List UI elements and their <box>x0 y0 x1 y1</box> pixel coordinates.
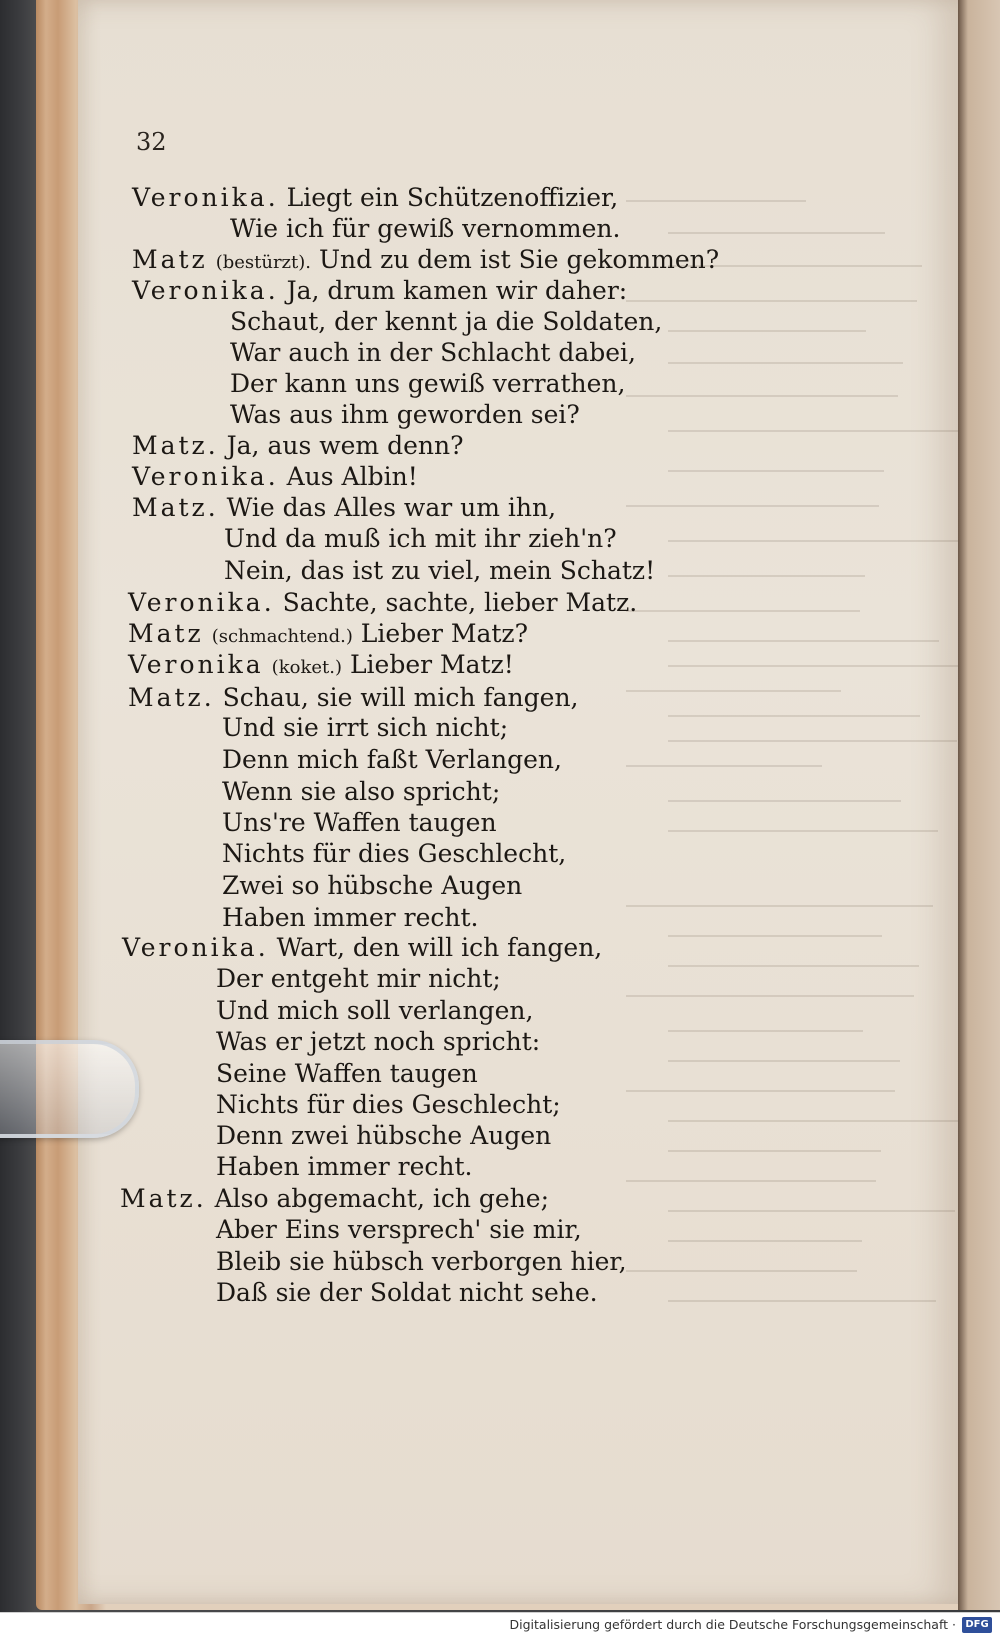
verse-line <box>222 808 497 838</box>
verse-line <box>216 1215 582 1245</box>
verse-line <box>216 1121 551 1151</box>
speaker-name: Matz <box>128 619 204 648</box>
verse-line <box>216 1027 540 1057</box>
verse-line <box>222 745 562 775</box>
verse-line <box>128 650 514 683</box>
line-text: Lieber Matz! <box>349 650 514 679</box>
line-text: Nichts für dies Geschlecht; <box>216 1090 561 1119</box>
speaker-name: Matz. <box>120 1184 207 1213</box>
verse-line <box>120 1184 549 1214</box>
line-text: Aber Eins versprech' sie mir, <box>216 1215 582 1244</box>
verse-line <box>128 588 637 618</box>
line-text: Seine Waffen taugen <box>216 1059 478 1088</box>
line-text: Und zu dem ist Sie gekommen? <box>318 245 720 274</box>
line-text: War auch in der Schlacht dabei, <box>230 338 636 367</box>
line-text: Nichts für dies Geschlecht, <box>222 839 567 868</box>
line-text: Denn mich faßt Verlangen, <box>222 745 562 774</box>
speaker-name: Veronika. <box>132 183 279 212</box>
line-text: Uns're Waffen taugen <box>222 808 497 837</box>
line-text: Sachte, sachte, lieber Matz. <box>282 588 638 617</box>
line-text: Und da muß ich mit ihr zieh'n? <box>224 524 617 553</box>
line-text: Wenn sie also spricht; <box>222 777 501 806</box>
verse-line <box>132 493 556 523</box>
verse-line <box>128 683 579 713</box>
verse-line <box>222 839 566 869</box>
verse-line <box>216 1152 473 1182</box>
line-text: Wie ich für gewiß vernommen. <box>230 214 621 243</box>
paper-clip <box>0 1040 139 1138</box>
line-text: Lieber Matz? <box>360 619 529 648</box>
verse-line <box>216 1090 561 1120</box>
verse-line <box>224 556 655 586</box>
line-text: Was aus ihm geworden sei? <box>230 400 580 429</box>
verse-line <box>222 777 500 807</box>
line-text: Haben immer recht. <box>222 903 479 932</box>
verse-line <box>132 183 618 213</box>
speaker-name: Veronika. <box>132 462 279 491</box>
verse-line <box>216 996 533 1026</box>
verse-line <box>230 338 636 368</box>
line-text: Daß sie der Soldat nicht sehe. <box>216 1278 598 1307</box>
verse-line <box>222 713 508 743</box>
line-text: Bleib sie hübsch verborgen hier, <box>216 1247 627 1276</box>
line-text: Liegt ein Schützenoffizier, <box>286 183 619 212</box>
verse-line <box>132 276 627 306</box>
verse-line <box>230 307 662 337</box>
line-text: Ja, aus wem denn? <box>226 431 464 460</box>
verse-line <box>230 214 620 244</box>
verse-line <box>122 933 602 963</box>
speaker-name: Matz. <box>132 431 219 460</box>
speaker-name: Matz. <box>132 493 219 522</box>
facing-page-edge <box>958 0 1000 1610</box>
line-text: Aus Albin! <box>286 462 418 491</box>
line-text: Wart, den will ich fangen, <box>276 933 603 962</box>
verse-line <box>132 462 418 492</box>
line-text: Haben immer recht. <box>216 1152 473 1181</box>
speaker-name: Veronika. <box>128 588 275 617</box>
line-text: Wie das Alles war um ihn, <box>226 493 557 522</box>
speaker-name: Matz. <box>128 683 215 712</box>
line-text: Was er jetzt noch spricht: <box>216 1027 541 1056</box>
verse-line <box>216 964 501 994</box>
line-text: Also abgemacht, ich gehe; <box>214 1184 550 1213</box>
line-text: Der entgeht mir nicht; <box>216 964 501 993</box>
page-number: 32 <box>136 128 167 156</box>
verse-line <box>132 245 719 278</box>
verse-line <box>222 871 522 901</box>
speaker-name: Veronika. <box>122 933 269 962</box>
verse-line <box>132 431 463 461</box>
verse-line <box>222 903 479 933</box>
verse-line <box>216 1278 598 1308</box>
verse-line <box>230 400 580 430</box>
line-text: Denn zwei hübsche Augen <box>216 1121 552 1150</box>
line-text: Schaut, der kennt ja die Soldaten, <box>230 307 663 336</box>
verse-line <box>230 369 625 399</box>
line-text: Ja, drum kamen wir daher: <box>286 276 628 305</box>
speaker-name: Matz <box>132 245 208 274</box>
speaker-name: Veronika <box>128 650 264 679</box>
verse-line <box>216 1059 478 1089</box>
stage-direction: (bestürzt). <box>215 252 312 273</box>
line-text: Schau, sie will mich fangen, <box>222 683 579 712</box>
verse-line <box>128 619 528 652</box>
footer-bar <box>0 1612 1000 1637</box>
line-text: Der kann uns gewiß verrathen, <box>230 369 626 398</box>
line-text: Nein, das ist zu viel, mein Schatz! <box>224 556 656 585</box>
verse-line <box>224 524 617 554</box>
line-text: Und mich soll verlangen, <box>216 996 534 1025</box>
stage-direction: (schmachtend.) <box>211 626 353 647</box>
verse-line <box>216 1247 627 1277</box>
line-text: Und sie irrt sich nicht; <box>222 713 509 742</box>
dfg-logo-icon: DFG <box>962 1617 992 1633</box>
speaker-name: Veronika. <box>132 276 279 305</box>
footer-credit: Digitalisierung gefördert durch die Deutsche Forschungsgemeinschaft · <box>509 1617 956 1632</box>
line-text: Zwei so hübsche Augen <box>222 871 523 900</box>
stage-direction: (koket.) <box>271 657 342 678</box>
